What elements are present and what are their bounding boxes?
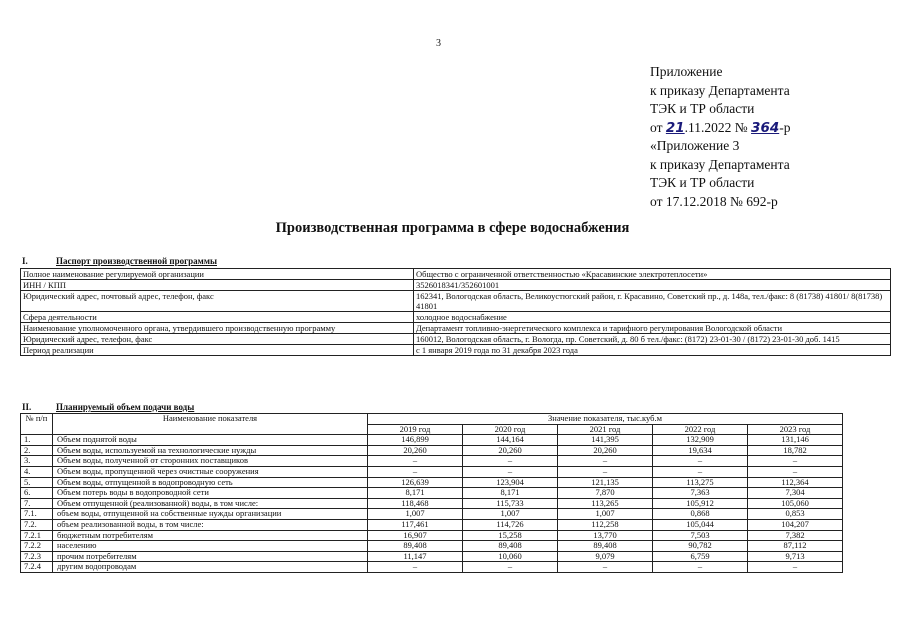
row-value: 117,461 — [368, 519, 463, 530]
section-1-heading — [22, 256, 217, 266]
passport-label: Сфера деятельности — [21, 312, 414, 323]
passport-row — [21, 323, 891, 334]
row-number: 2. — [21, 445, 53, 456]
row-value: 9,079 — [558, 551, 653, 562]
appendix-line: Приложение — [650, 64, 723, 79]
row-value: 20,260 — [558, 445, 653, 456]
table-row — [21, 519, 843, 530]
row-value: 7,363 — [653, 488, 748, 499]
row-value: 18,782 — [748, 445, 843, 456]
passport-value: с 1 января 2019 года по 31 декабря 2023 года — [414, 345, 891, 356]
row-value: 89,408 — [368, 541, 463, 552]
passport-row — [21, 345, 891, 356]
row-value: 15,258 — [463, 530, 558, 541]
row-number: 7. — [21, 498, 53, 509]
order-date-suffix: -р — [779, 119, 791, 135]
column-header-year: 2020 год — [463, 424, 558, 435]
passport-value: Общество с ограниченной ответственностью «Красавинские электротеплосети» — [414, 269, 891, 280]
section-number: II. — [22, 402, 32, 412]
row-number: 4. — [21, 466, 53, 477]
row-value: 7,382 — [748, 530, 843, 541]
row-value: – — [463, 456, 558, 467]
order-date-mid: .11.2022 № — [684, 119, 748, 135]
row-indicator-name: объем воды, отпущенной на собственные нужды организации — [53, 509, 368, 520]
passport-label: ИНН / КПП — [21, 280, 414, 291]
column-header-value-group: Значение показателя, тыс.куб.м — [368, 414, 843, 425]
row-value: 1,007 — [463, 509, 558, 520]
order-date-prefix: от — [650, 119, 663, 135]
row-value: – — [558, 466, 653, 477]
passport-table — [20, 268, 891, 356]
row-value: 7,503 — [653, 530, 748, 541]
page-number: 3 — [436, 38, 441, 49]
table-row — [21, 562, 843, 573]
row-value: – — [463, 466, 558, 477]
row-value: – — [368, 466, 463, 477]
table-row — [21, 541, 843, 552]
column-header-year: 2021 год — [558, 424, 653, 435]
row-value: 9,713 — [748, 551, 843, 562]
row-indicator-name: Объем воды, отпущенной в водопроводную сеть — [53, 477, 368, 488]
row-number: 7.1. — [21, 509, 53, 520]
document-title: Производственная программа в сфере водоснабжения — [275, 220, 630, 236]
row-indicator-name: Объем отпущенной (реализованной) воды, в том числе: — [53, 498, 368, 509]
row-indicator-name: объем реализованной воды, в том числе: — [53, 519, 368, 530]
column-header-year: 2022 год — [653, 424, 748, 435]
row-indicator-name: другим водопроводам — [53, 562, 368, 573]
column-header-number: № п/п — [21, 414, 53, 435]
row-value: 11,147 — [368, 551, 463, 562]
row-value: 0,868 — [653, 509, 748, 520]
appendix-line: к приказу Департамента — [650, 82, 790, 98]
row-value: 105,044 — [653, 519, 748, 530]
table-row — [21, 435, 843, 446]
passport-label: Период реализации — [21, 345, 414, 356]
row-value: 131,146 — [748, 435, 843, 446]
row-value: – — [368, 562, 463, 573]
row-value: – — [748, 562, 843, 573]
passport-value: 162341, Вологодская область, Великоустюгский район, г. Красавино, Советский пр., д. 148а, тел./факс: 8 (81738) 41801/ 8(81738) 41801 — [414, 291, 891, 312]
section-2-heading — [22, 402, 194, 412]
row-indicator-name: Объем воды, полученной от сторонних поставщиков — [53, 456, 368, 467]
passport-row — [21, 312, 891, 323]
row-value: 8,171 — [368, 488, 463, 499]
passport-value: 160012, Вологодская область, г. Вологда, пр. Советский, д. 80 б тел./факс: (8172) 23-01-30 / (8172) 23-01-30 доб. 1415 — [414, 334, 891, 345]
row-indicator-name: Объем воды, используемой на технологические нужды — [53, 445, 368, 456]
row-value: 20,260 — [463, 445, 558, 456]
row-value: – — [463, 562, 558, 573]
row-indicator-name: прочим потребителям — [53, 551, 368, 562]
row-value: 20,260 — [368, 445, 463, 456]
column-header-name: Наименование показателя — [53, 414, 368, 435]
row-value: 115,733 — [463, 498, 558, 509]
passport-label: Наименование уполномоченного органа, утвердившего производственную программу — [21, 323, 414, 334]
row-value: 104,207 — [748, 519, 843, 530]
row-number: 7.2.2 — [21, 541, 53, 552]
table-row — [21, 509, 843, 520]
row-value: 16,907 — [368, 530, 463, 541]
row-number: 3. — [21, 456, 53, 467]
section-number: I. — [22, 256, 28, 266]
passport-label: Полное наименование регулируемой организации — [21, 269, 414, 280]
table-row — [21, 551, 843, 562]
row-value: 113,265 — [558, 498, 653, 509]
row-value: – — [653, 456, 748, 467]
row-value: 113,275 — [653, 477, 748, 488]
row-value: 114,726 — [463, 519, 558, 530]
passport-row — [21, 291, 891, 312]
row-value: 7,870 — [558, 488, 653, 499]
passport-row — [21, 334, 891, 345]
row-number: 5. — [21, 477, 53, 488]
handwritten-day: 21 — [665, 119, 685, 136]
section-title: Планируемый объем подачи воды — [56, 402, 195, 412]
row-number: 6. — [21, 488, 53, 499]
row-number: 7.2.3 — [21, 551, 53, 562]
row-value: 13,770 — [558, 530, 653, 541]
row-number: 1. — [21, 435, 53, 446]
row-value: 0,853 — [748, 509, 843, 520]
appendix-header — [650, 63, 790, 211]
row-number: 7.2.1 — [21, 530, 53, 541]
row-value: 126,639 — [368, 477, 463, 488]
row-value: 90,782 — [653, 541, 748, 552]
row-value: 141,395 — [558, 435, 653, 446]
row-value: 112,364 — [748, 477, 843, 488]
row-number: 7.2. — [21, 519, 53, 530]
row-value: 19,634 — [653, 445, 748, 456]
row-indicator-name: Объем поднятой воды — [53, 435, 368, 446]
row-value: 132,909 — [653, 435, 748, 446]
passport-value: Департамент топливно-энергетического комплекса и тарифного регулирования Вологодской области — [414, 323, 891, 334]
row-value: 105,060 — [748, 498, 843, 509]
row-value: 89,408 — [558, 541, 653, 552]
row-value: 87,112 — [748, 541, 843, 552]
water-volume-table — [20, 413, 843, 573]
row-value: 112,258 — [558, 519, 653, 530]
appendix-line: от 17.12.2018 № 692-р — [650, 193, 778, 209]
row-value: 89,408 — [463, 541, 558, 552]
row-value: – — [653, 466, 748, 477]
row-value: 146,899 — [368, 435, 463, 446]
row-value: 123,904 — [463, 477, 558, 488]
row-value: 121,135 — [558, 477, 653, 488]
table-row — [21, 466, 843, 477]
column-header-year: 2019 год — [368, 424, 463, 435]
row-value: 144,164 — [463, 435, 558, 446]
row-value: 1,007 — [368, 509, 463, 520]
table-row — [21, 530, 843, 541]
column-header-year: 2023 год — [748, 424, 843, 435]
passport-label: Юридический адрес, почтовый адрес, телефон, факс — [21, 291, 414, 312]
appendix-line: ТЭК и ТР области — [650, 175, 755, 190]
table-row — [21, 445, 843, 456]
row-value: – — [653, 562, 748, 573]
row-indicator-name: бюджетным потребителям — [53, 530, 368, 541]
row-value: 105,912 — [653, 498, 748, 509]
handwritten-order-number: 364 — [751, 119, 780, 136]
table-row — [21, 477, 843, 488]
passport-row — [21, 269, 891, 280]
passport-label: Юридический адрес, телефон, факс — [21, 334, 414, 345]
row-number: 7.2.4 — [21, 562, 53, 573]
passport-value: 3526018341/352601001 — [414, 280, 891, 291]
row-indicator-name: населению — [53, 541, 368, 552]
table-row — [21, 498, 843, 509]
appendix-line: «Приложение 3 — [650, 138, 740, 153]
table-row — [21, 456, 843, 467]
row-value: – — [748, 466, 843, 477]
appendix-order-date — [650, 119, 790, 138]
row-value: 1,007 — [558, 509, 653, 520]
row-value: 118,468 — [368, 498, 463, 509]
row-value: 7,304 — [748, 488, 843, 499]
row-value: – — [558, 562, 653, 573]
passport-value: холодное водоснабжение — [414, 312, 891, 323]
row-value: 6,759 — [653, 551, 748, 562]
row-indicator-name: Объем воды, пропущенной через очистные сооружения — [53, 466, 368, 477]
row-indicator-name: Объем потерь воды в водопроводной сети — [53, 488, 368, 499]
appendix-line: ТЭК и ТР области — [650, 101, 755, 116]
passport-row — [21, 280, 891, 291]
table-row — [21, 488, 843, 499]
section-title: Паспорт производственной программы — [56, 256, 217, 266]
row-value: – — [368, 456, 463, 467]
row-value: 8,171 — [463, 488, 558, 499]
appendix-line: к приказу Департамента — [650, 156, 790, 172]
row-value: 10,060 — [463, 551, 558, 562]
row-value: – — [558, 456, 653, 467]
row-value: – — [748, 456, 843, 467]
